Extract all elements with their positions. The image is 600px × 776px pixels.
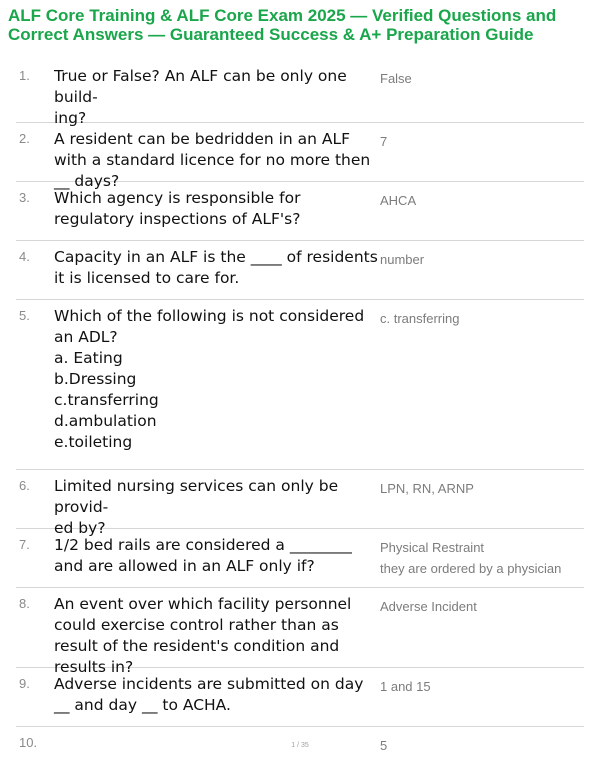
question-text: An event over which facility personnel could exercise control rather than as result of the resident's condition and results in? bbox=[54, 595, 352, 676]
answer-text: Adverse Incident bbox=[380, 599, 477, 614]
answer-text: False bbox=[380, 71, 412, 86]
question-text: Limited nursing services can only be provid- ed by? bbox=[54, 477, 339, 537]
question-list bbox=[16, 60, 584, 767]
document-title: ALF Core Training & ALF Core Exam 2025 — Verified Questions and Correct Answers — Guaranteed Success & A+ Preparation Guide bbox=[8, 6, 557, 44]
question-number: 7. bbox=[19, 537, 30, 552]
question-number: 1. bbox=[19, 68, 30, 83]
question-number: 9. bbox=[19, 676, 30, 691]
question-number: 6. bbox=[19, 478, 30, 493]
question-number: 8. bbox=[19, 596, 30, 611]
question-number: 2. bbox=[19, 131, 30, 146]
question-text: 1/2 bed rails are considered a ________ and are allowed in an ALF only if? bbox=[54, 536, 352, 575]
question-number: 3. bbox=[19, 190, 30, 205]
answer-text: Physical Restraint they are ordered by a physician bbox=[380, 540, 562, 576]
question-text: Adverse incidents are submitted on day __ and day __ to ACHA. bbox=[54, 675, 364, 714]
answer-text: 1 and 15 bbox=[380, 679, 431, 694]
page-indicator: 1 / 35 bbox=[291, 742, 309, 749]
question-row bbox=[16, 241, 584, 300]
question-number: 5. bbox=[19, 308, 30, 323]
question-row bbox=[16, 123, 584, 190]
question-row bbox=[16, 470, 584, 537]
question-row bbox=[16, 588, 584, 676]
question-number: 10. bbox=[19, 735, 38, 750]
answer-text: AHCA bbox=[380, 193, 417, 208]
question-text: A resident can be bedridden in an ALF with a standard licence for no more then __ days? bbox=[54, 130, 371, 190]
answer-text: 7 bbox=[380, 134, 388, 149]
question-text: Capacity in an ALF is the ____ of residents it is licensed to care for. bbox=[54, 248, 378, 287]
answer-text: c. transferring bbox=[380, 311, 460, 326]
answer-text: LPN, RN, ARNP bbox=[380, 481, 474, 496]
question-text: Which of the following is not considered an ADL? a. Eating b.Dressing c.transferring d.ambulation e.toileting bbox=[54, 307, 365, 451]
question-row bbox=[16, 182, 584, 241]
question-text: Which agency is responsible for regulatory inspections of ALF's? bbox=[54, 189, 301, 228]
answer-text: number bbox=[380, 252, 425, 267]
question-row bbox=[16, 60, 584, 127]
question-row bbox=[16, 529, 584, 588]
question-text: True or False? An ALF can be only one build- ing? bbox=[54, 67, 347, 127]
question-row bbox=[16, 300, 584, 470]
question-number: 4. bbox=[19, 249, 30, 264]
question-row bbox=[16, 668, 584, 727]
answer-text: 5 bbox=[380, 738, 388, 753]
